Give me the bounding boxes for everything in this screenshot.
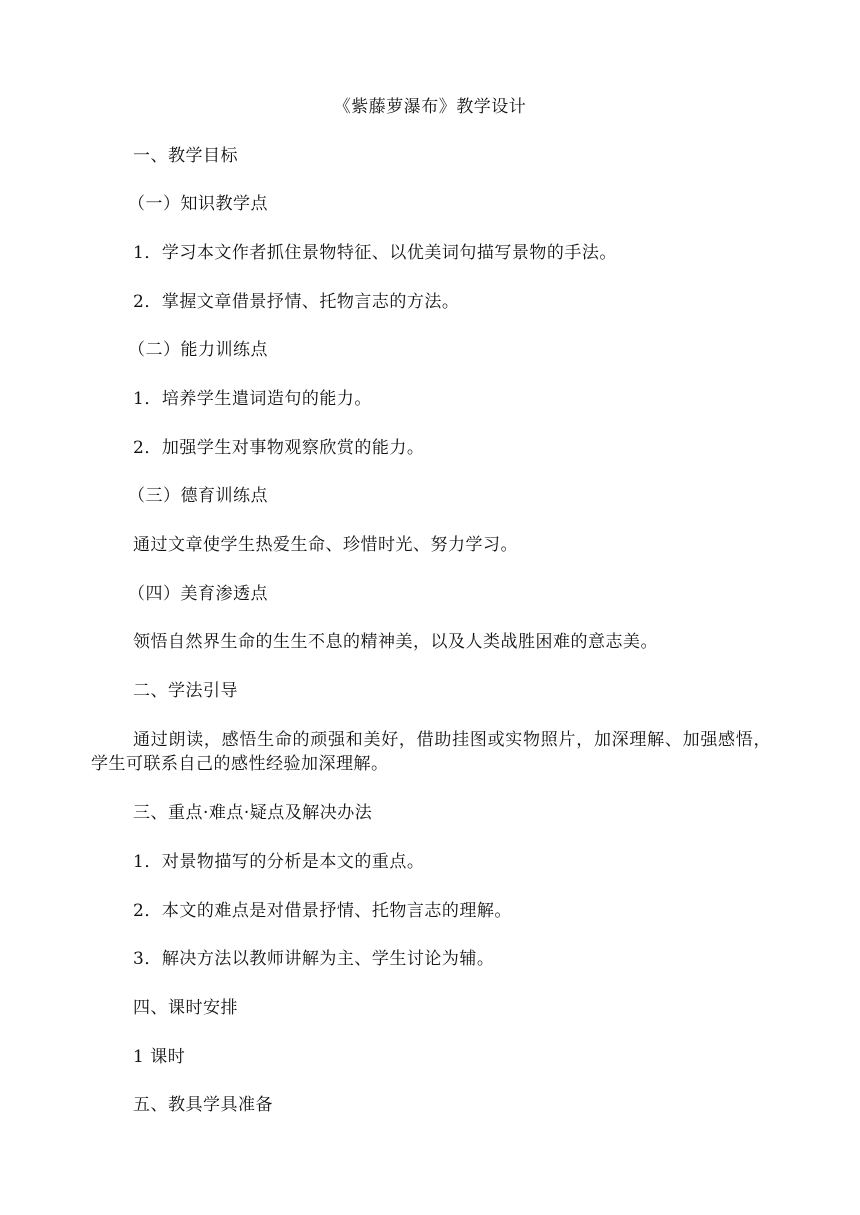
subheading-ability: （二）能力训练点 xyxy=(128,340,268,360)
list-item: 2．本文的难点是对借景抒情、托物言志的理解。 xyxy=(133,901,512,921)
body-text: 通过文章使学生热爱生命、珍惜时光、努力学习。 xyxy=(133,535,518,555)
section-heading-method: 二、学法引导 xyxy=(133,681,238,701)
section-heading-materials: 五、教具学具准备 xyxy=(133,1095,273,1115)
body-text: 1 课时 xyxy=(133,1047,186,1067)
body-paragraph: 通过朗读，感悟生命的顽强和美好，借助挂图或实物照片，加深理解、加强感悟，学生可联系自己的感性经验加深理解。 xyxy=(91,730,771,774)
document-title: 《紫藤萝瀑布》教学设计 xyxy=(333,97,527,117)
subheading-knowledge: （一）知识教学点 xyxy=(128,194,268,214)
list-item: 1．培养学生遣词造句的能力。 xyxy=(133,389,372,409)
list-item: 2．加强学生对事物观察欣赏的能力。 xyxy=(133,438,425,458)
list-item: 1．对景物描写的分析是本文的重点。 xyxy=(133,852,425,872)
section-heading-key-points: 三、重点·难点·疑点及解决办法 xyxy=(133,803,373,823)
section-heading-schedule: 四、课时安排 xyxy=(133,998,238,1018)
list-item: 2．掌握文章借景抒情、托物言志的方法。 xyxy=(133,292,460,312)
section-heading-objectives: 一、教学目标 xyxy=(133,146,238,166)
list-item: 1．学习本文作者抓住景物特征、以优美词句描写景物的手法。 xyxy=(133,243,617,263)
list-item: 3．解决方法以教师讲解为主、学生讨论为辅。 xyxy=(133,949,495,969)
subheading-aesthetic: （四）美育渗透点 xyxy=(128,584,268,604)
body-text: 领悟自然界生命的生生不息的精神美，以及人类战胜困难的意志美。 xyxy=(133,632,658,652)
subheading-moral: （三）德育训练点 xyxy=(128,486,268,506)
